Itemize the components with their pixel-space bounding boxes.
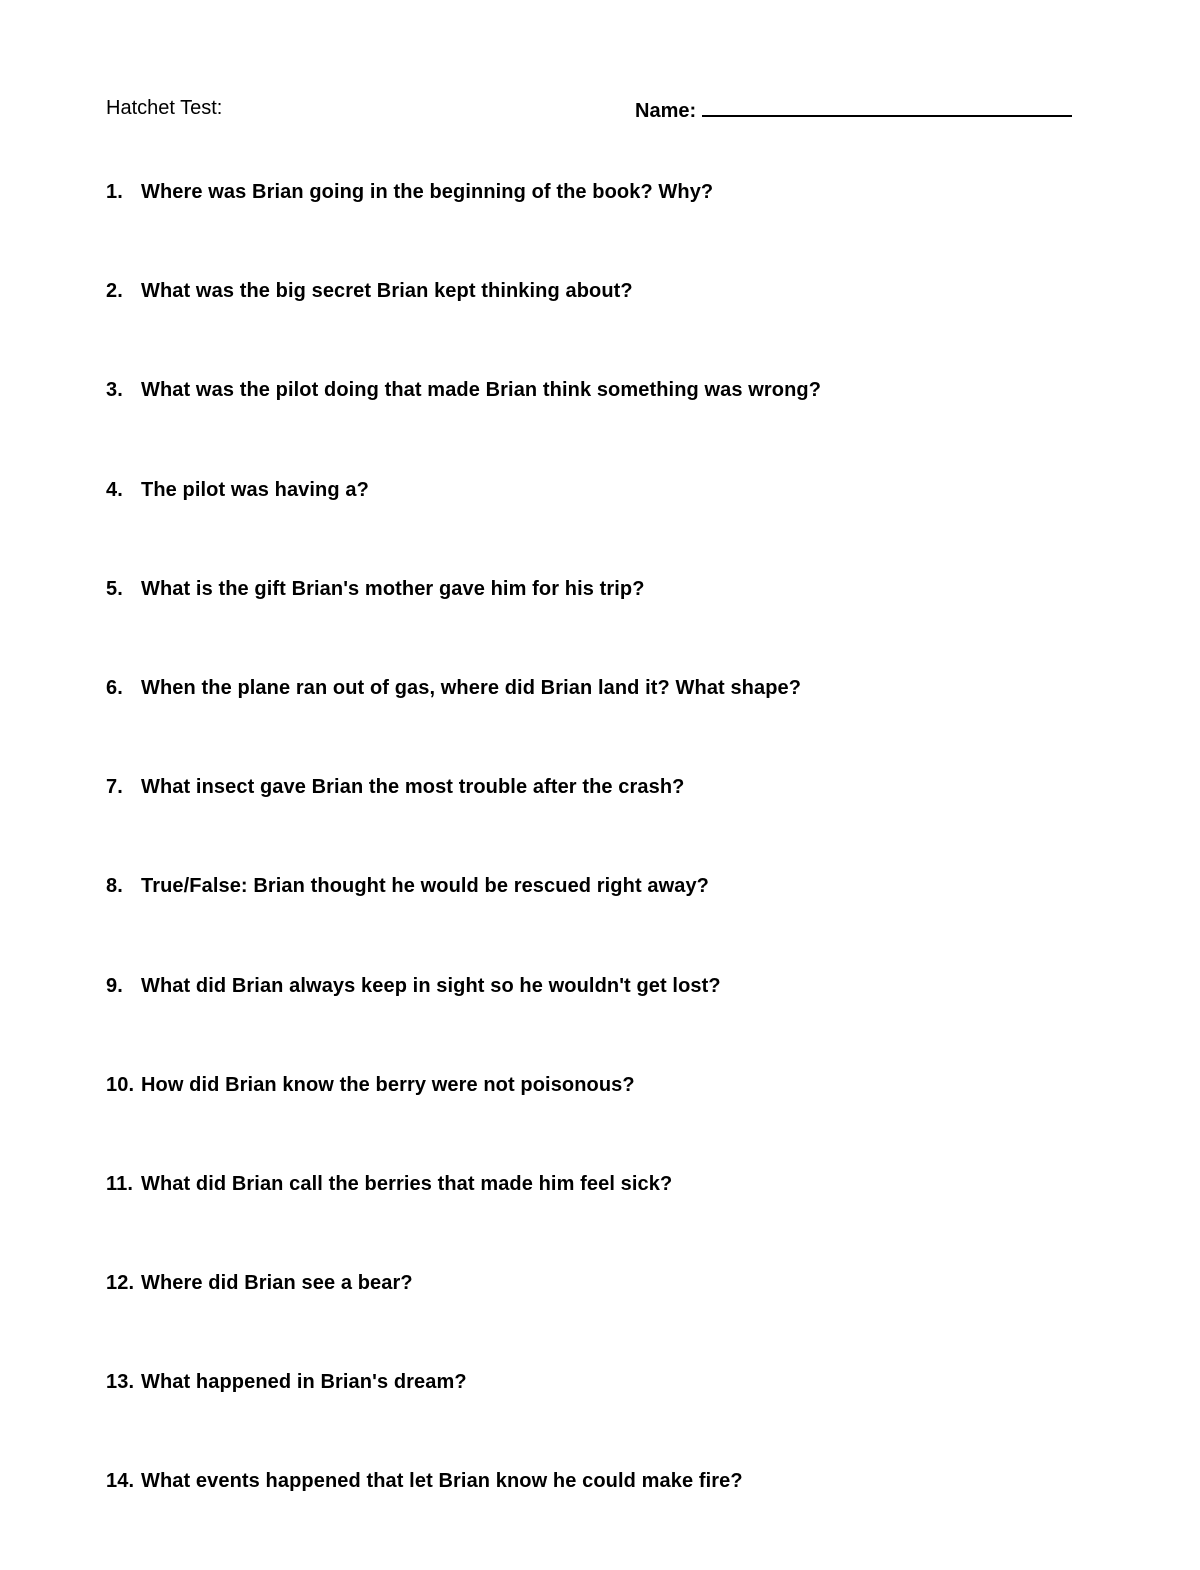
question-item — [106, 1074, 821, 1173]
question-number: 6. — [106, 676, 123, 699]
question-item — [106, 677, 821, 776]
worksheet-title: Hatchet Test: — [106, 97, 223, 119]
question-item — [106, 280, 821, 379]
question-item — [106, 1371, 821, 1470]
name-label: Name: — [635, 100, 697, 122]
question-number: 4. — [106, 478, 123, 501]
question-number: 14. — [106, 1470, 135, 1493]
question-number: 11. — [106, 1172, 133, 1195]
name-blank-line — [702, 97, 1072, 117]
question-text: Where did Brian see a bear? — [141, 1272, 413, 1295]
question-number: 9. — [106, 974, 123, 997]
question-number: 12. — [106, 1272, 135, 1295]
question-item — [106, 776, 821, 875]
question-text: What insect gave Brian the most trouble after the crash? — [141, 776, 685, 799]
question-item — [106, 1272, 821, 1371]
question-list — [106, 181, 821, 1570]
question-number: 8. — [106, 875, 123, 898]
question-text: What did Brian call the berries that made him feel sick? — [141, 1172, 673, 1195]
question-item — [106, 379, 821, 478]
question-text: What events happened that let Brian know he could make fire? — [141, 1470, 743, 1493]
question-number: 13. — [106, 1371, 135, 1394]
question-item — [106, 578, 821, 677]
question-text: Where was Brian going in the beginning of the book? Why? — [141, 181, 714, 203]
question-text: What was the pilot doing that made Brian think something was wrong? — [141, 379, 822, 402]
question-item — [106, 875, 821, 974]
question-number: 3. — [106, 379, 123, 402]
question-text: What is the gift Brian's mother gave him for his trip? — [141, 577, 645, 600]
question-number: 1. — [106, 181, 123, 203]
question-number: 10. — [106, 1073, 135, 1096]
question-text: What was the big secret Brian kept thinking about? — [141, 280, 633, 303]
worksheet-header — [106, 97, 1086, 125]
question-item — [106, 479, 821, 578]
question-item — [106, 975, 821, 1074]
question-item — [106, 1173, 821, 1272]
question-number: 7. — [106, 776, 123, 799]
name-field — [635, 97, 1072, 123]
question-item — [106, 181, 821, 280]
question-text: What did Brian always keep in sight so he wouldn't get lost? — [141, 974, 721, 997]
question-text: True/False: Brian thought he would be rescued right away? — [141, 875, 710, 898]
question-text: What happened in Brian's dream? — [141, 1371, 467, 1394]
question-number: 5. — [106, 577, 123, 600]
question-item — [106, 1470, 821, 1569]
question-number: 2. — [106, 280, 123, 303]
question-text: When the plane ran out of gas, where did Brian land it? What shape? — [141, 676, 802, 699]
question-text: How did Brian know the berry were not poisonous? — [141, 1073, 635, 1096]
question-text: The pilot was having a? — [141, 478, 369, 501]
